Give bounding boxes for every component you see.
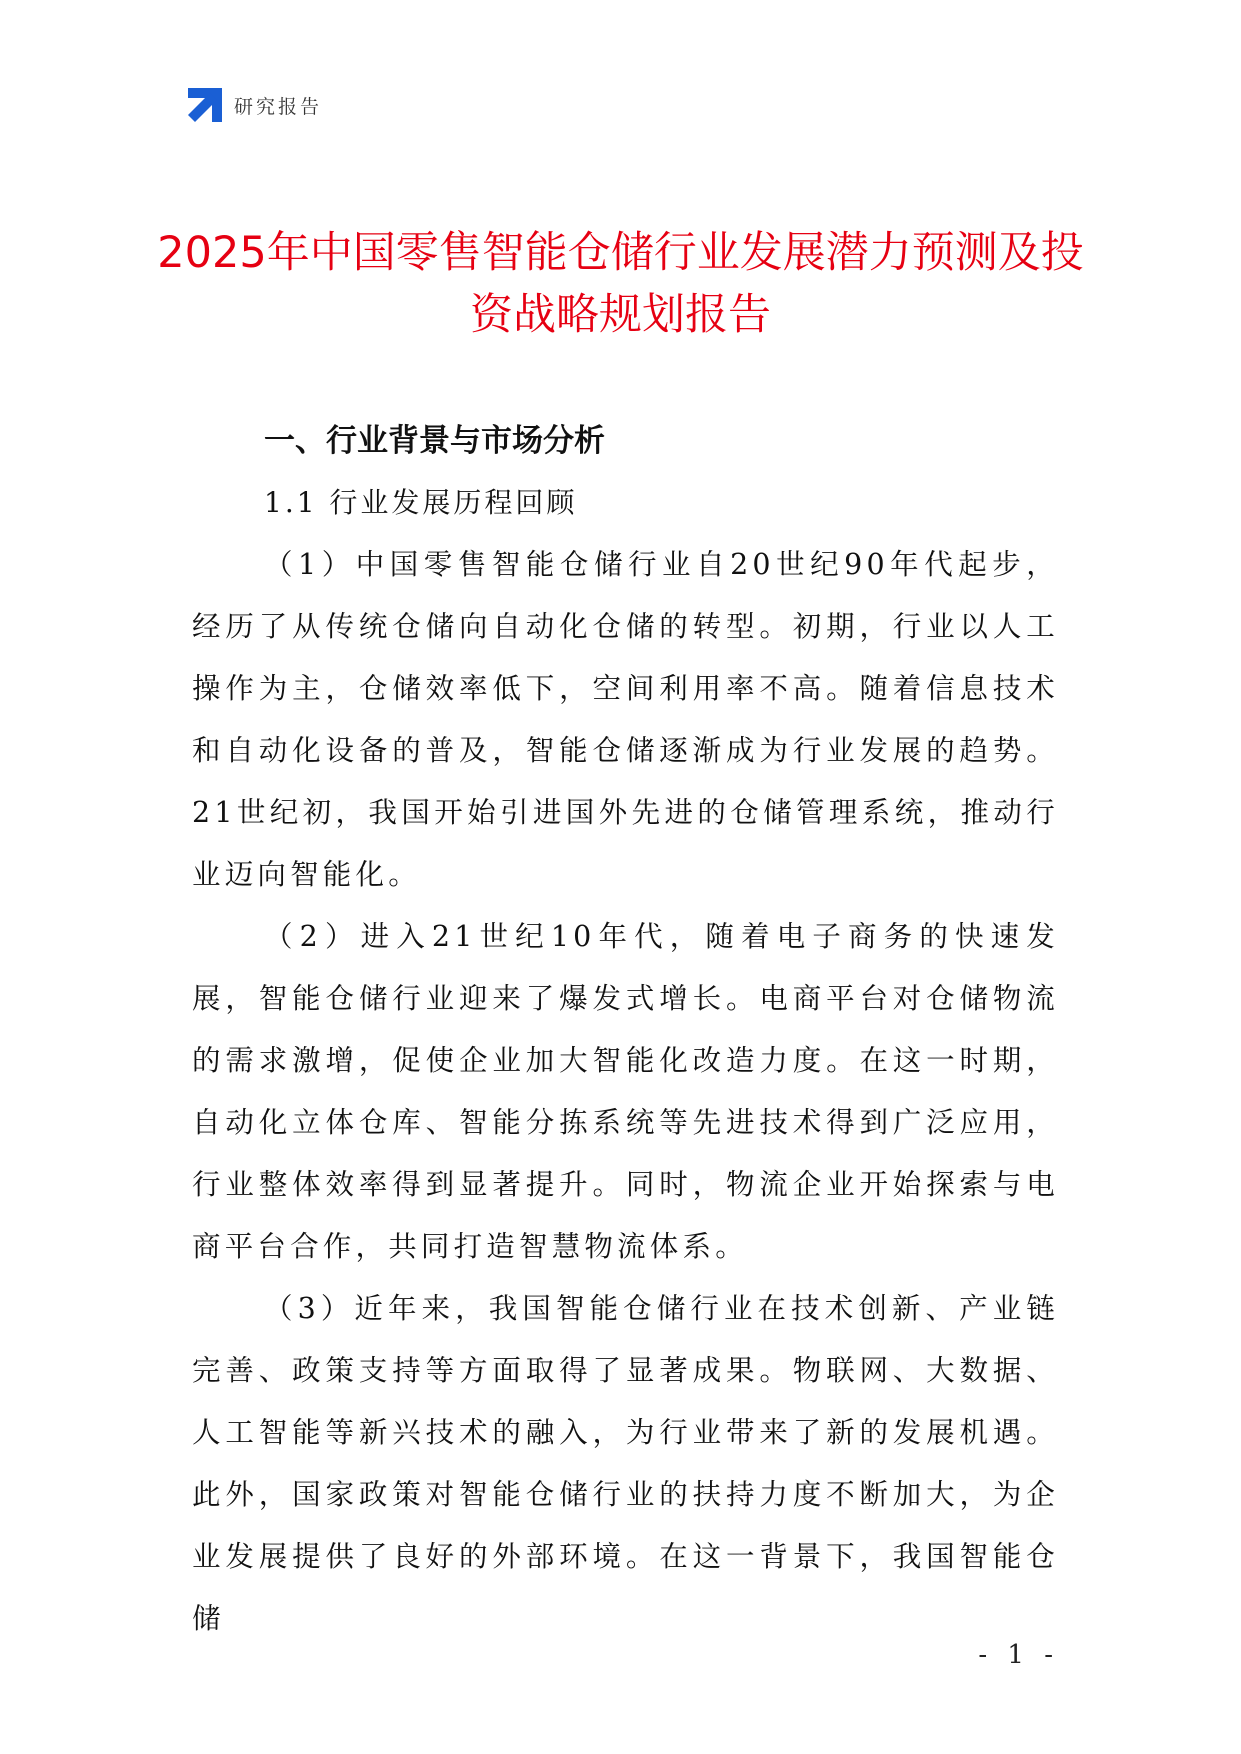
paragraph-3: （3）近年来，我国智能仓储行业在技术创新、产业链完善、政策支持等方面取得了显著成果。物联网、大数据、人工智能等新兴技术的融入，为行业带来了新的发展机遇。此外，国家政策对智能仓储行业的扶持力度不断加大，为企业发展提供了良好的外部环境。在这一背景下，我国智能仓储 xyxy=(192,1292,1059,1635)
arrow-up-right-icon xyxy=(188,88,222,122)
document-title: 2025年中国零售智能仓储行业发展潜力预测及投资战略规划报告 xyxy=(157,228,1084,340)
section-heading: 一、行业背景与市场分析 xyxy=(264,423,605,459)
document-body xyxy=(192,410,1059,1650)
subsection-heading: 1.1 行业发展历程回顾 xyxy=(264,486,578,519)
paragraph-1: （1）中国零售智能仓储行业自20世纪90年代起步，经历了从传统仓储向自动化仓储的转型。初期，行业以人工操作为主，仓储效率低下，空间利用率不高。随着信息技术和自动化设备的普及，智能仓储逐渐成为行业发展的趋势。21世纪初，我国开始引进国外先进的仓储管理系统，推动行业迈向智能化。 xyxy=(192,548,1059,891)
paragraph-2: （2）进入21世纪10年代，随着电子商务的快速发展，智能仓储行业迎来了爆发式增长。电商平台对仓储物流的需求激增，促使企业加大智能化改造力度。在这一时期，自动化立体仓库、智能分拣系统等先进技术得到广泛应用，行业整体效率得到显著提升。同时，物流企业开始探索与电商平台合作，共同打造智慧物流体系。 xyxy=(192,920,1059,1263)
report-header xyxy=(188,88,322,122)
page-number: - 1 - xyxy=(978,1640,1059,1670)
header-label: 研究报告 xyxy=(234,95,323,118)
